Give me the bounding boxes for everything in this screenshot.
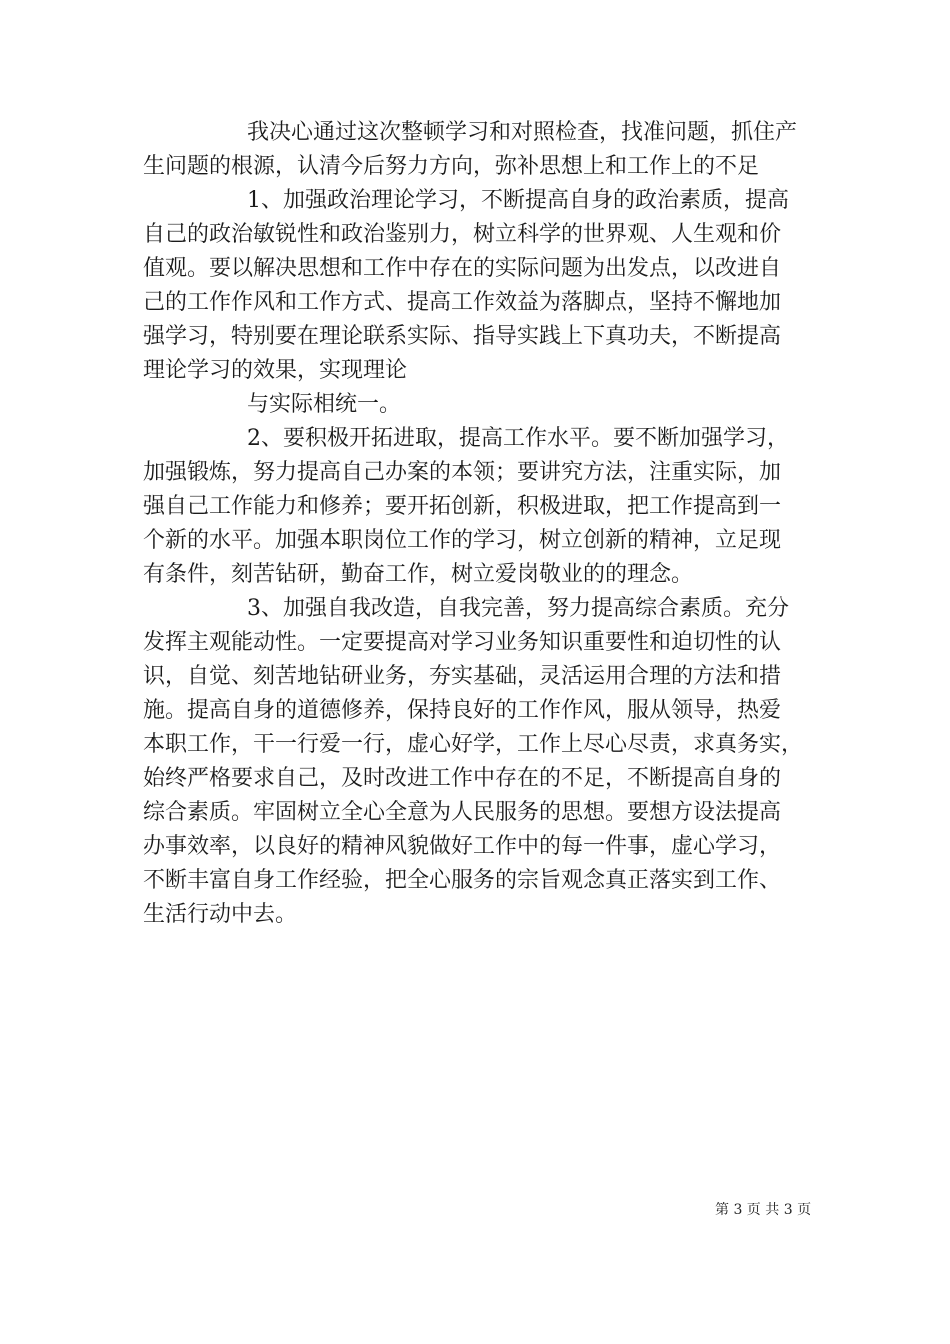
text-line: 办事效率，以良好的精神风貌做好工作中的每一件事，虚心学习， — [143, 834, 782, 859]
text-line: 己的工作作风和工作方式、提高工作效益为落脚点，坚持不懈地加 — [143, 290, 782, 315]
text-line: 有条件，刻苦钻研，勤奋工作，树立爱岗敬业的的理念。 — [143, 562, 694, 587]
text-line: 强自己工作能力和修养；要开拓创新，积极进取，把工作提高到一 — [143, 494, 782, 519]
text-line: 加强锻炼，努力提高自己办案的本领；要讲究方法，注重实际，加 — [143, 460, 782, 485]
text-line: 生问题的根源，认清今后努力方向，弥补思想上和工作上的不足 — [143, 154, 760, 179]
page-number-footer: 第 3 页 共 3 页 — [715, 1202, 812, 1218]
text-line: 我决心通过这次整顿学习和对照检查，找准问题，抓住产 — [247, 120, 798, 145]
text-line: 生活行动中去。 — [143, 902, 298, 927]
text-line: 理论学习的效果，实现理论 — [143, 358, 408, 383]
text-line: 1、加强政治理论学习，不断提高自身的政治素质，提高 — [247, 188, 789, 213]
text-line: 2、要积极开拓进取，提高工作水平。要不断加强学习， — [247, 426, 789, 451]
text-line: 识，自觉、刻苦地钻研业务，夯实基础，灵活运用合理的方法和措 — [143, 664, 782, 689]
text-line: 施。提高自身的道德修养，保持良好的工作作风，服从领导，热爱 — [143, 698, 782, 723]
text-line: 强学习，特别要在理论联系实际、指导实践上下真功夫，不断提高 — [143, 324, 782, 349]
text-line: 3、加强自我改造，自我完善，努力提高综合素质。充分 — [247, 596, 789, 621]
text-line: 个新的水平。加强本职岗位工作的学习，树立创新的精神，立足现 — [143, 528, 782, 553]
text-line: 始终严格要求自己，及时改进工作中存在的不足，不断提高自身的 — [143, 766, 782, 791]
text-line: 综合素质。牢固树立全心全意为人民服务的思想。要想方设法提高 — [143, 800, 782, 825]
text-line: 值观。要以解决思想和工作中存在的实际问题为出发点，以改进自 — [143, 256, 782, 281]
text-line: 本职工作，干一行爱一行，虚心好学，工作上尽心尽责，求真务实， — [143, 732, 804, 757]
document-body — [143, 116, 813, 932]
text-line: 不断丰富自身工作经验，把全心服务的宗旨观念真正落实到工作、 — [143, 868, 782, 893]
text-line: 发挥主观能动性。一定要提高对学习业务知识重要性和迫切性的认 — [143, 630, 782, 655]
text-line: 自己的政治敏锐性和政治鉴别力，树立科学的世界观、人生观和价 — [143, 222, 782, 247]
text-line: 与实际相统一。 — [247, 392, 402, 417]
